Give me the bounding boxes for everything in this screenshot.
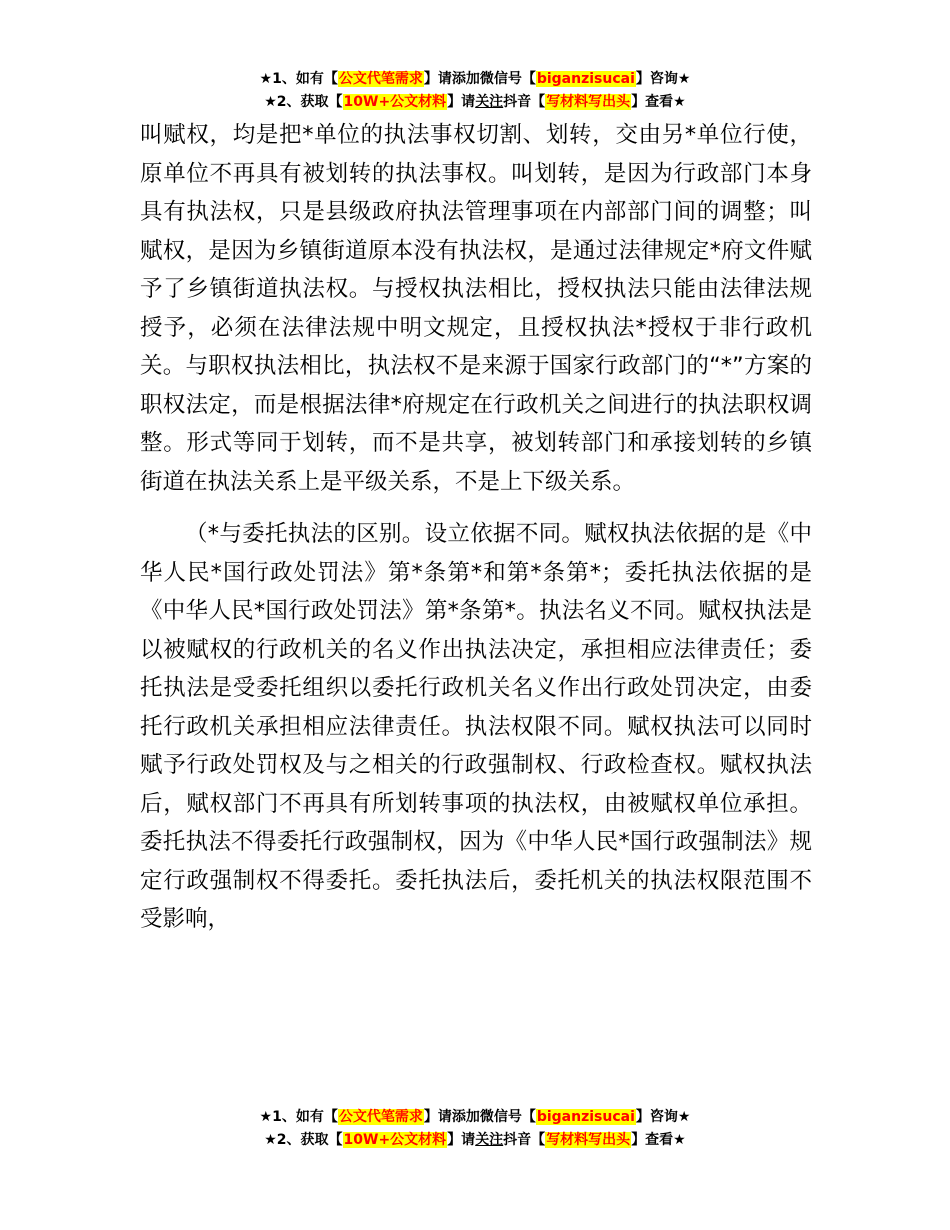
banner-text: ★2、获取【 [264,94,343,110]
highlight-douyin-account: 写材料写出头 [546,1132,631,1148]
banner-text: ★2、获取【 [264,1132,343,1148]
banner-text: 】咨询★ [635,1109,691,1125]
highlight-wechat-id: biganzisucai [536,71,635,87]
banner-line-1 [0,1106,950,1129]
banner-text: 抖音【 [503,1132,546,1148]
highlight-douyin-account: 写材料写出头 [546,94,631,110]
banner-text: 】请 [447,1132,476,1148]
banner-text: 】咨询★ [635,71,691,87]
document-body [140,116,812,939]
paragraph-2: （*与委托执法的区别。设立依据不同。赋权执法依据的是《中华人民*国行政处罚法》第*条第*和第*条第*；委托执法依据的是《中华人民*国行政处罚法》第*条第*。执法名义不同。赋权执法是以被赋权的行政机关的名义作出执法决定，承担相应法律责任；委托执法是受委托组织以委托行政机关名义作出行政处罚决定，由委托行政机关承担相应法律责任。执法权限不同。赋权执法可以同时赋予行政处罚权及与之相关的行政强制权、行政检查权。赋权执法后，赋权部门不再具有所划转事项的执法权，由被赋权单位承担。委托执法不得委托行政强制权，因为《中华人民*国行政强制法》规定行政强制权不得委托。委托执法后，委托机关的执法权限范围不受影响， [140,521,812,932]
highlight-materials: 10W+公文材料 [343,1132,447,1148]
banner-text: 】查看★ [631,94,686,110]
highlight-wechat-id: biganzisucai [536,1109,635,1125]
header-banner [0,68,950,114]
banner-text: 微信号 [479,1109,522,1125]
highlight-ghostwriting: 公文代笔需求 [338,71,423,87]
banner-text: 微信号 [479,71,522,87]
banner-text: 【 [521,71,536,87]
banner-text: 】查看★ [631,1132,686,1148]
paragraph-1: 叫赋权，均是把*单位的执法事权切割、划转，交由另*单位行使，原单位不再具有被划转的执法事权。叫划转，是因为行政部门本身具有执法权，只是县级政府执法管理事项在内部部门间的调整；叫赋权，是因为乡镇街道原本没有执法权，是通过法律规定*府文件赋予了乡镇街道执法权。与授权执法相比，授权执法只能由法律法规授予，必须在法律法规中明文规定，且授权执法*授权于非行政机关。与职权执法相比，执法权不是来源于国家行政部门的“*”方案的职权法定，而是根据法律*府规定在行政机关之间进行的执法职权调整。形式等同于划转，而不是共享，被划转部门和承接划转的乡镇街道在执法关系上是平级关系，不是上下级关系。 [140,122,812,495]
banner-text: 抖音【 [503,94,546,110]
banner-text: 】请添加 [423,71,480,87]
banner-line-2 [0,91,950,114]
banner-text: 】请添加 [423,1109,480,1125]
banner-line-1 [0,68,950,91]
highlight-ghostwriting: 公文代笔需求 [338,1109,423,1125]
banner-text: 【 [521,1109,536,1125]
footer-banner [0,1106,950,1152]
banner-text: 】请 [447,94,476,110]
highlight-materials: 10W+公文材料 [343,94,447,110]
banner-text: ★1、如有【 [259,71,338,87]
banner-underlined-text: 关注 [475,1132,504,1148]
banner-text: ★1、如有【 [259,1109,338,1125]
banner-line-2 [0,1129,950,1152]
banner-underlined-text: 关注 [475,94,504,110]
